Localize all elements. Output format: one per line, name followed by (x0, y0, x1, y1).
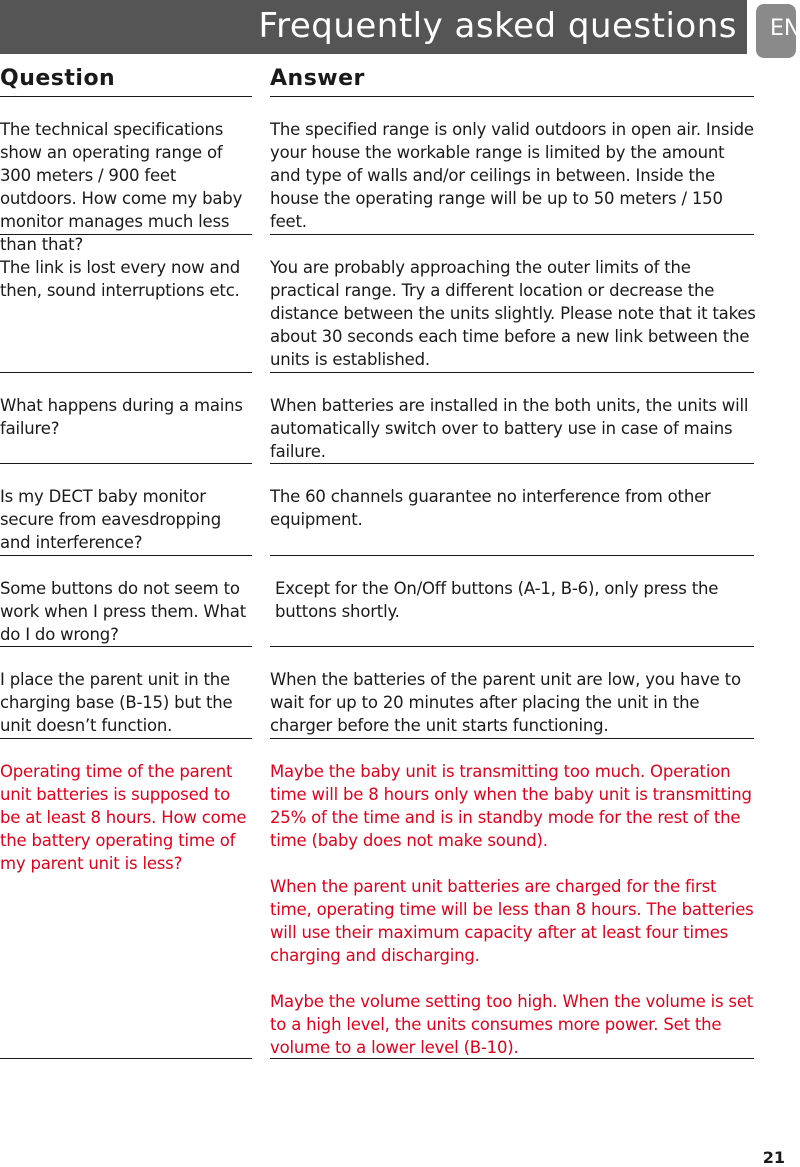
row-divider (270, 1058, 754, 1059)
row-divider (0, 463, 252, 464)
question-heading-rule (0, 96, 252, 97)
header-bar (0, 0, 747, 54)
faq-answer-2: You are probably approaching the outer limits of the practical range. Try a different location or decrease the distance between the units slightly. Please note that it takes about 30 seconds each time before a new link between the units is established. (270, 258, 756, 369)
row-divider (0, 646, 252, 647)
faq-question-4: Is my DECT baby monitor secure from eavesdropping and interference? (0, 487, 221, 552)
faq-question-3: What happens during a mains failure? (0, 396, 243, 438)
faq-answer-7-paragraph: When the parent unit batteries are charged for the first time, operating time will be less than 8 hours. The batteries will use their maximum capacity after at least four times charging and discharging. (270, 877, 754, 965)
row-divider (270, 234, 754, 235)
faq-question-1: The technical specifications show an operating range of 300 meters / 900 feet outdoors. How come my baby monitor manages much less than that? (0, 120, 243, 254)
answer-column-heading: Answer (270, 66, 365, 91)
page-number: 21 (762, 1148, 785, 1167)
faq-answer-7-paragraph: Maybe the volume setting too high. When the volume is set to a high level, the units consumes more power. Set the volume to a lower level (B-10). (270, 992, 754, 1057)
faq-question-5: Some buttons do not seem to work when I press them. What do I do wrong? (0, 579, 246, 644)
faq-answer-1: The specified range is only valid outdoors in open air. Inside your house the workable range is limited by the amount and type of walls and/or ceilings in between. Inside the house the operating range will be up to 50 meters / 150 feet. (270, 120, 754, 231)
row-divider (0, 738, 252, 739)
faq-answer-7-paragraph: Maybe the baby unit is transmitting too much. Operation time will be 8 hours only when the baby unit is transmitting 25% of the time and is in standby mode for the rest of the time (baby does not make sound). (270, 762, 752, 850)
row-divider (0, 555, 252, 556)
row-divider (270, 646, 754, 647)
row-divider (270, 372, 754, 373)
row-divider (270, 555, 754, 556)
faq-question-6: I place the parent unit in the charging base (B-15) but the unit doesn’t function. (0, 670, 233, 735)
faq-answer-3: When batteries are installed in the both units, the units will automatically switch over to battery use in case of mains failure. (270, 396, 749, 461)
row-divider (270, 463, 754, 464)
row-divider (0, 1058, 252, 1059)
faq-answer-6: When the batteries of the parent unit are low, you have to wait for up to 20 minutes after placing the unit in the charger before the unit starts functioning. (270, 670, 741, 735)
faq-question-2: The link is lost every now and then, sound interruptions etc. (0, 258, 240, 300)
row-divider (0, 372, 252, 373)
language-tab-label: EN (770, 16, 800, 41)
faq-answer-5: Except for the On/Off buttons (A-1, B-6), only press the buttons shortly. (275, 579, 719, 621)
row-divider (0, 234, 252, 235)
faq-question-7: Operating time of the parent unit batteries is supposed to be at least 8 hours. How come the battery operating time of my parent unit is less? (0, 762, 247, 873)
page-title: Frequently asked questions (258, 6, 737, 46)
row-divider (270, 738, 754, 739)
faq-answer-4: The 60 channels guarantee no interference from other equipment. (270, 487, 711, 529)
language-tab (756, 4, 800, 58)
answer-heading-rule (270, 96, 754, 97)
question-column-heading: Question (0, 66, 116, 91)
faq-answer-7 (270, 760, 756, 1059)
